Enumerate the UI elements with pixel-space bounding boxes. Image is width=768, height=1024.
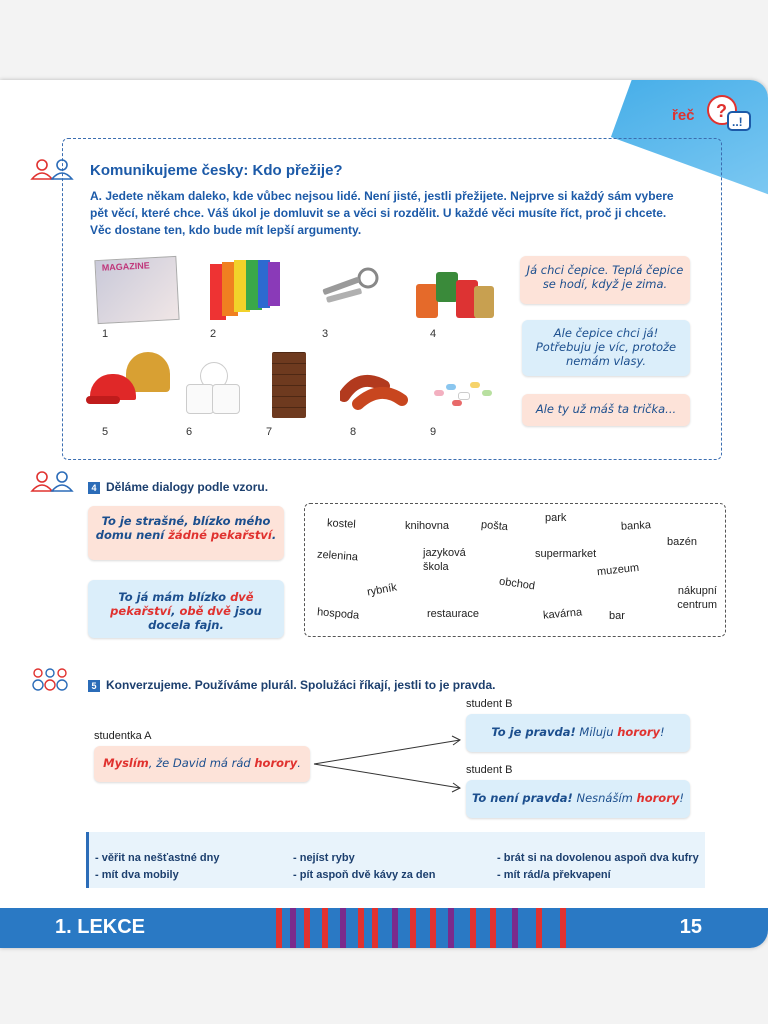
speaker-a-label: studentka A (94, 730, 152, 742)
speaker-b-label: student B (466, 764, 513, 776)
bubble-text: Miluju (575, 725, 618, 739)
exercise-1-instructions: A. Jedete někam daleko, kde vůbec nejsou lidé. Není jisté, jestli přežijete. Nejprve si každý sám vybere pět věcí, které chce. Váš úkol je domluvit se a věci si rozdělit. U každé věci musíte říct, proč ji chcete. Věc dostane ten, kdo bude mít lepší argumenty. (90, 189, 674, 237)
pair-work-icon (30, 158, 76, 182)
word-item: kavárna (542, 606, 583, 622)
bubble-text: horory (636, 791, 680, 805)
dialog-text: To já mám blízko (118, 590, 231, 604)
word-item: knihovna (405, 520, 450, 532)
word-item: bazén (667, 536, 697, 548)
word-item: rybník (366, 581, 398, 599)
dialog-highlight: obě dvě (179, 604, 231, 618)
dialog-text: jsou docela fajn. (148, 604, 262, 632)
exercise-4-title (88, 480, 268, 494)
bubble-text: Nesnáším (572, 791, 637, 805)
places-word-box (304, 503, 726, 637)
dialog-bubble-b (88, 580, 284, 638)
conversation-bubble-b1 (466, 714, 690, 752)
bubble-text: horory (254, 756, 298, 770)
chocolate-image (272, 352, 306, 418)
hats-image (86, 352, 176, 416)
canned-food-image (416, 266, 496, 324)
svg-text:..!: ..! (732, 115, 743, 129)
item-number: 5 (102, 426, 109, 438)
tip-box (86, 832, 705, 888)
speech-bubble-2: Ale čepice chci já! Potřebuju je víc, protože nemám vlasy. (522, 320, 690, 376)
exercise-5-title-text: Konverzujeme. Používáme plurál. Spolužáci říkají, jestli to je pravda. (106, 678, 496, 692)
word-item: supermarket (535, 548, 597, 560)
svg-text:?: ? (716, 101, 727, 121)
item-number: 4 (430, 328, 437, 340)
exercise-5-title (88, 678, 495, 692)
word-item: park (545, 512, 567, 524)
item-number: 3 (322, 328, 329, 340)
word-item: jazyková škola (423, 547, 466, 573)
exercise-number-badge: 4 (88, 482, 100, 494)
bubble-text: . (297, 756, 301, 770)
exercise-1-title: Komunikujeme česky: Kdo přežije? (90, 162, 343, 179)
lesson-title: 1. LEKCE (55, 916, 146, 938)
conversation-bubble-a (94, 746, 310, 782)
dialog-bubble-a (88, 506, 284, 560)
page-number: 15 (679, 916, 702, 938)
word-item: bar (609, 610, 625, 622)
tshirts-image (210, 260, 282, 322)
dialog-highlight: dvě pekařství (110, 590, 254, 618)
word-item: zelenina (316, 548, 359, 564)
word-item: kostel (326, 517, 357, 531)
tip-item: - pít aspoň dvě kávy za den (293, 869, 436, 881)
tip-item: - mít rád/a překvapení (497, 869, 611, 881)
exercise-4-title-text: Děláme dialogy podle vzoru. (106, 480, 269, 494)
speaker-b-label: student B (466, 698, 513, 710)
item-number: 9 (430, 426, 437, 438)
word-item: banka (620, 519, 652, 533)
page-footer (0, 908, 768, 948)
bubble-text: , že David má rád (148, 756, 255, 770)
exercise-number-badge: 5 (88, 680, 100, 692)
item-number: 2 (210, 328, 217, 340)
word-item: muzeum (596, 561, 640, 579)
speech-bubble-3: Ale ty už máš ta trička... (522, 394, 690, 426)
textbook-page (0, 80, 768, 948)
connector-arrows (312, 730, 468, 794)
item-number: 7 (266, 426, 273, 438)
dialog-text: To je strašné, blízko mého domu není (95, 514, 271, 542)
tip-item: - věřit na nešťastné dny (95, 852, 220, 864)
magazine-title-text: MAGAZINE (101, 260, 150, 273)
sausages-image (340, 368, 408, 412)
bubble-text: ! (660, 725, 665, 739)
item-number: 1 (102, 328, 109, 340)
tip-item: - nejíst ryby (293, 852, 355, 864)
tip-item: - mít dva mobily (95, 869, 179, 881)
tip-item: - brát si na dovolenou aspoň dva kufry (497, 852, 699, 864)
word-item: nákupní centrum (677, 585, 717, 611)
word-item: obchod (498, 575, 536, 593)
word-item: hospoda (316, 606, 360, 622)
bubble-text: Myslím (103, 756, 149, 770)
speech-bubble-1: Já chci čepice. Teplá čepice se hodí, když je zima. (520, 256, 690, 304)
keys-image (318, 266, 382, 314)
dialog-highlight: žádné pekařství (168, 528, 272, 542)
bubble-text: To je pravda! (491, 725, 576, 739)
speech-question-icon (702, 92, 754, 138)
dialog-text: . (271, 528, 277, 542)
magazine-image (94, 256, 179, 324)
word-item: pošta (480, 518, 509, 534)
dialog-text: , (171, 604, 180, 618)
group-work-icon (30, 666, 76, 694)
section-label: řeč (672, 107, 695, 124)
bubble-text: ! (679, 791, 684, 805)
bubble-text: To není pravda! (472, 791, 573, 805)
bubble-text: horory (617, 725, 661, 739)
conversation-bubble-b2 (466, 780, 690, 818)
item-number: 8 (350, 426, 357, 438)
pills-image (430, 376, 500, 410)
item-number: 6 (186, 426, 193, 438)
toilet-paper-image (186, 362, 242, 414)
pair-work-icon (30, 470, 76, 494)
word-item: restaurace (427, 608, 479, 620)
